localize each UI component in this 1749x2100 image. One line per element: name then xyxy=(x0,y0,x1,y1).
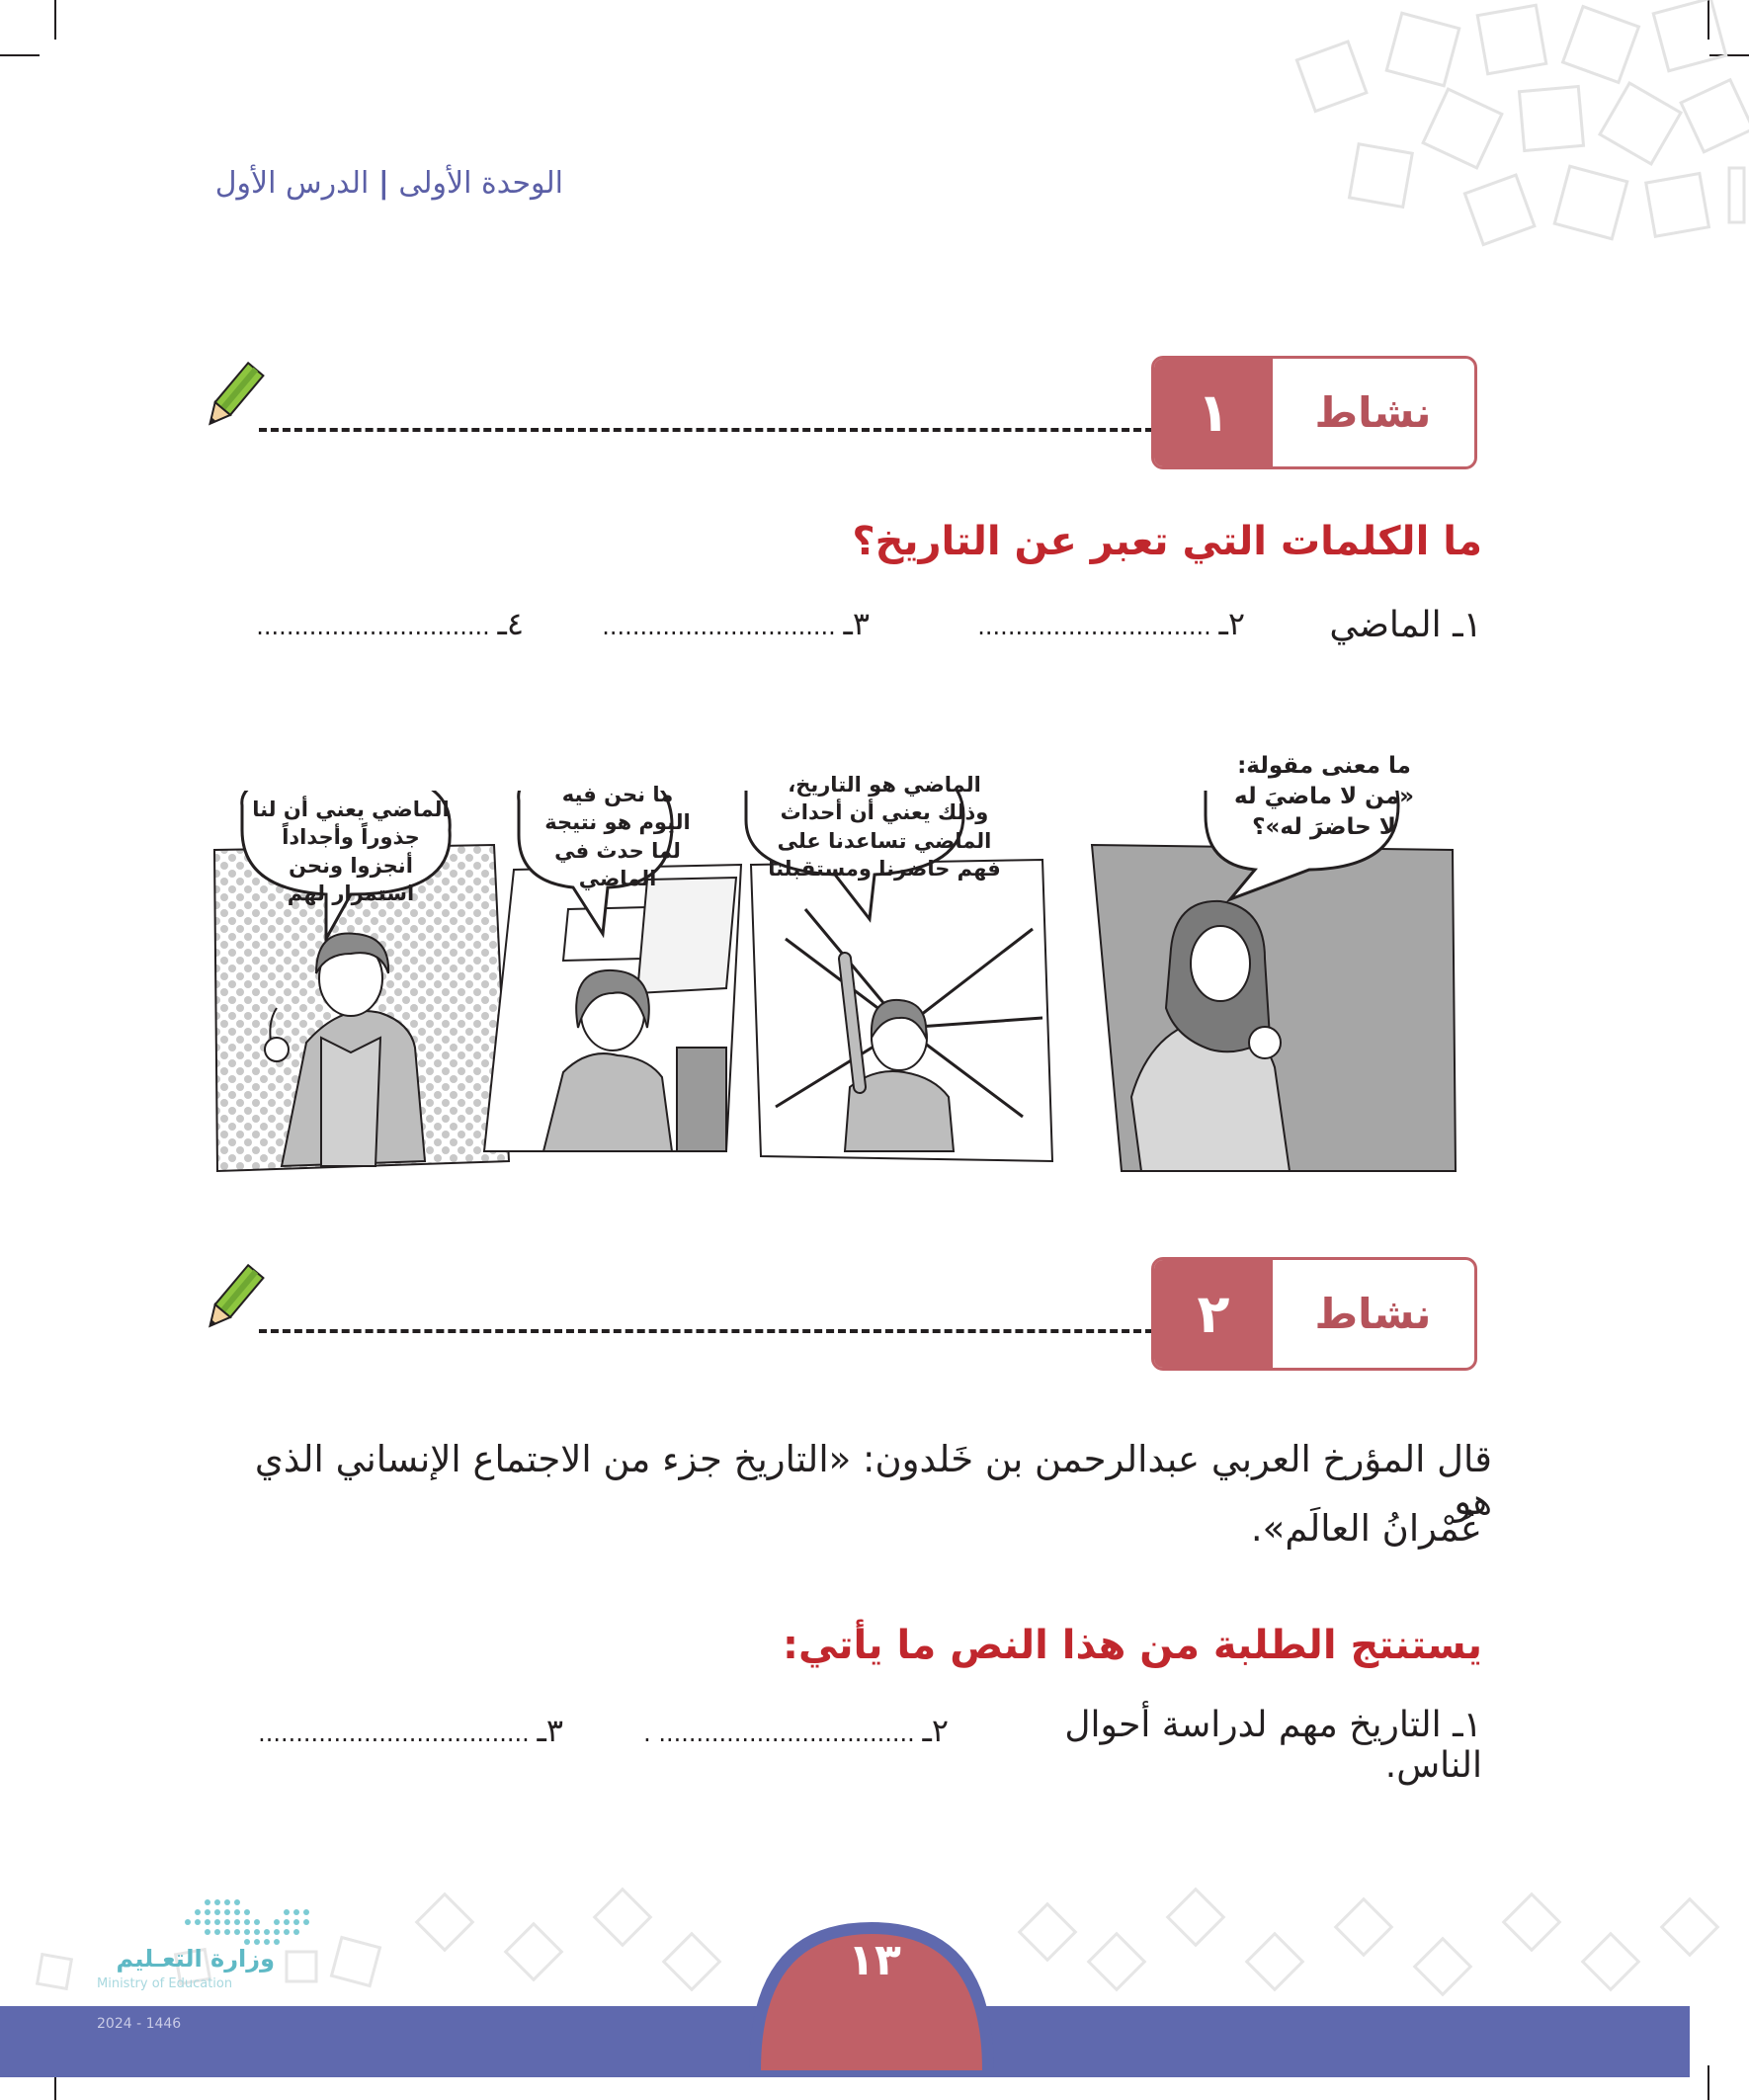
answer-item xyxy=(227,605,524,642)
speech-bubble-student-3: ما نحن فيه اليوم هو نتيجة لما حدث في الماضي xyxy=(544,783,691,891)
crop-mark xyxy=(1707,2065,1709,2100)
item-number: ١ـ xyxy=(1453,605,1482,645)
dashed-divider xyxy=(259,428,1153,432)
item-number: ٢ـ xyxy=(922,1712,949,1749)
item-number: ٤ـ xyxy=(497,605,524,642)
item-number: ٣ـ xyxy=(843,605,870,642)
speech-bubble-student-2: الماضي هو التاريخ، وذلك يعني أن أحداث الماضي تساعدنا على فهم حاضرنا ومستقبلنا xyxy=(768,773,1001,882)
ministry-logo-text: وزارة التعـليم xyxy=(116,1945,275,1973)
item-number: ٣ـ xyxy=(537,1712,563,1749)
crop-mark xyxy=(54,0,56,40)
unit-title: الوحدة الأولى xyxy=(398,166,563,201)
activity-2-banner xyxy=(1151,1257,1477,1371)
answer-blank[interactable]: .................................... xyxy=(258,1720,530,1747)
quote-line-2: عُمْرانُ العالَم». xyxy=(1250,1507,1482,1550)
lesson-title: الدرس الأول xyxy=(214,166,370,201)
dashed-divider xyxy=(259,1329,1153,1333)
activity-label: نشاط xyxy=(1314,1290,1432,1338)
activity-number: ١ xyxy=(1154,359,1273,466)
answer-blank[interactable]: ............................... xyxy=(602,613,836,640)
edition-year: 2024 - 1446 xyxy=(97,2016,182,2032)
answer-item xyxy=(583,1712,949,1749)
answer-item xyxy=(939,605,1245,642)
activity-number: ٢ xyxy=(1154,1260,1273,1368)
item-number: ٢ـ xyxy=(1218,605,1245,642)
activity-1-banner xyxy=(1151,356,1477,469)
item-text: الماضي xyxy=(1329,605,1442,645)
answer-blank[interactable]: .................................. . xyxy=(643,1720,915,1747)
ministry-logo-subtitle: Ministry of Education xyxy=(97,1976,233,1991)
answer-item xyxy=(217,1712,563,1749)
answer-item xyxy=(968,1705,1482,1786)
answer-item xyxy=(1285,605,1482,645)
speech-bubble-student-4: الماضي يعني أن لنا جذوراً وأجداداً أنجزوا ونحن استمرار لهم xyxy=(252,798,450,906)
answer-blank[interactable]: ............................... xyxy=(977,613,1211,640)
running-header xyxy=(208,166,563,201)
activity-1-question: ما الكلمات التي تعبر عن التاريخ؟ xyxy=(852,519,1482,564)
item-number: ١ـ xyxy=(1453,1705,1482,1745)
quote-line-1: قال المؤرخ العربي عبدالرحمن بن خَلدون: «التاريخ جزء من الاجتماع الإنساني الذي هو xyxy=(254,1438,1492,1523)
crop-mark xyxy=(0,54,40,56)
answer-blank[interactable]: ............................... xyxy=(256,613,490,640)
header-separator: | xyxy=(377,166,389,201)
pencil-icon xyxy=(198,1263,267,1337)
activity-label: نشاط xyxy=(1314,388,1432,437)
decorative-pattern xyxy=(1057,0,1749,287)
answer-item xyxy=(563,605,870,642)
speech-bubble-teacher: ما معنى مقولة: «من لا ماضيَ له لا حاضرَ له»؟ xyxy=(1234,753,1414,841)
pencil-icon xyxy=(198,361,267,435)
item-text: التاريخ مهم لدراسة أحوال الناس. xyxy=(1064,1705,1482,1786)
activity-2-question: يستنتج الطلبة من هذا النص ما يأتي: xyxy=(783,1623,1482,1668)
page-number: ١٣ xyxy=(848,1935,901,1985)
